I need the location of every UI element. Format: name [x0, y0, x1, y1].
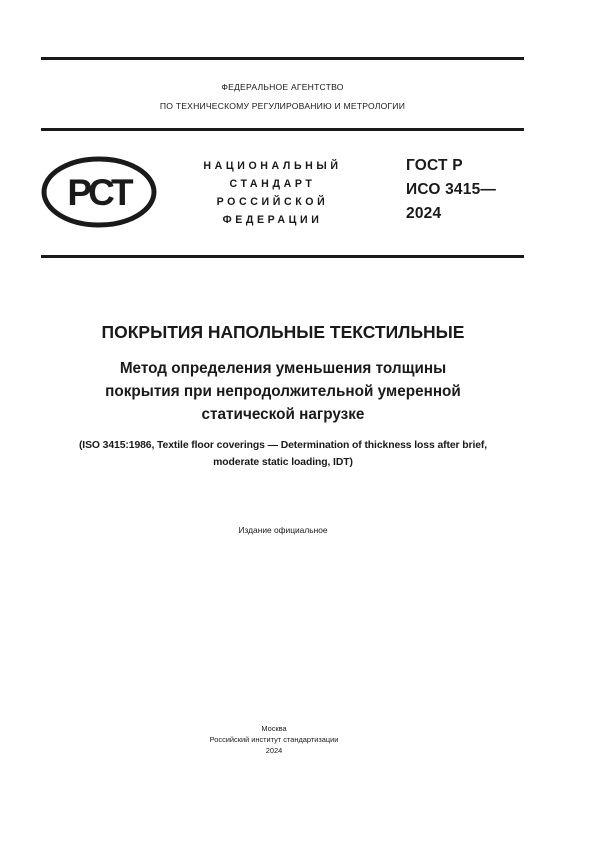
national-standard-line-1: НАЦИОНАЛЬНЫЙ — [203, 160, 342, 172]
standard-designation-line-2: ИСО 3415— — [406, 181, 497, 198]
international-reference-line-2: moderate static loading, IDT) — [213, 457, 353, 468]
edition-label: Издание официальное — [238, 525, 328, 535]
national-standard-line-3: РОССИЙСКОЙ — [216, 196, 329, 208]
international-reference-line-1: (ISO 3415:1986, Textile floor coverings — Determination of thickness loss after brief, — [78, 440, 488, 451]
document-subtitle-line-2: покрытия при непродолжительной умеренной — [105, 383, 461, 400]
agency-name-line-1: ФЕДЕРАЛЬНОЕ АГЕНТСТВО — [221, 82, 344, 92]
national-standard-line-4: ФЕДЕРАЦИИ — [222, 214, 323, 226]
standard-designation-line-1: ГОСТ Р — [406, 157, 463, 174]
gost-r-logo-icon — [40, 155, 158, 229]
imprint-year: 2024 — [265, 746, 283, 755]
title-rule — [41, 255, 524, 258]
imprint-publisher: Российский институт стандартизации — [209, 735, 339, 744]
national-standard-line-2: СТАНДАРТ — [229, 178, 316, 190]
document-subtitle-line-1: Метод определения уменьшения толщины — [119, 360, 447, 377]
imprint-city: Москва — [261, 724, 287, 733]
document-subtitle-line-3: статической нагрузке — [201, 406, 365, 423]
document-title: ПОКРЫТИЯ НАПОЛЬНЫЕ ТЕКСТИЛЬНЫЕ — [101, 322, 465, 342]
agency-name-line-2: ПО ТЕХНИЧЕСКОМУ РЕГУЛИРОВАНИЮ И МЕТРОЛОГИИ — [159, 101, 406, 111]
header-rule — [41, 128, 524, 131]
top-rule — [41, 57, 524, 60]
standard-designation-line-3: 2024 — [406, 205, 442, 222]
gost-logo-text: РСТ — [67, 172, 131, 213]
